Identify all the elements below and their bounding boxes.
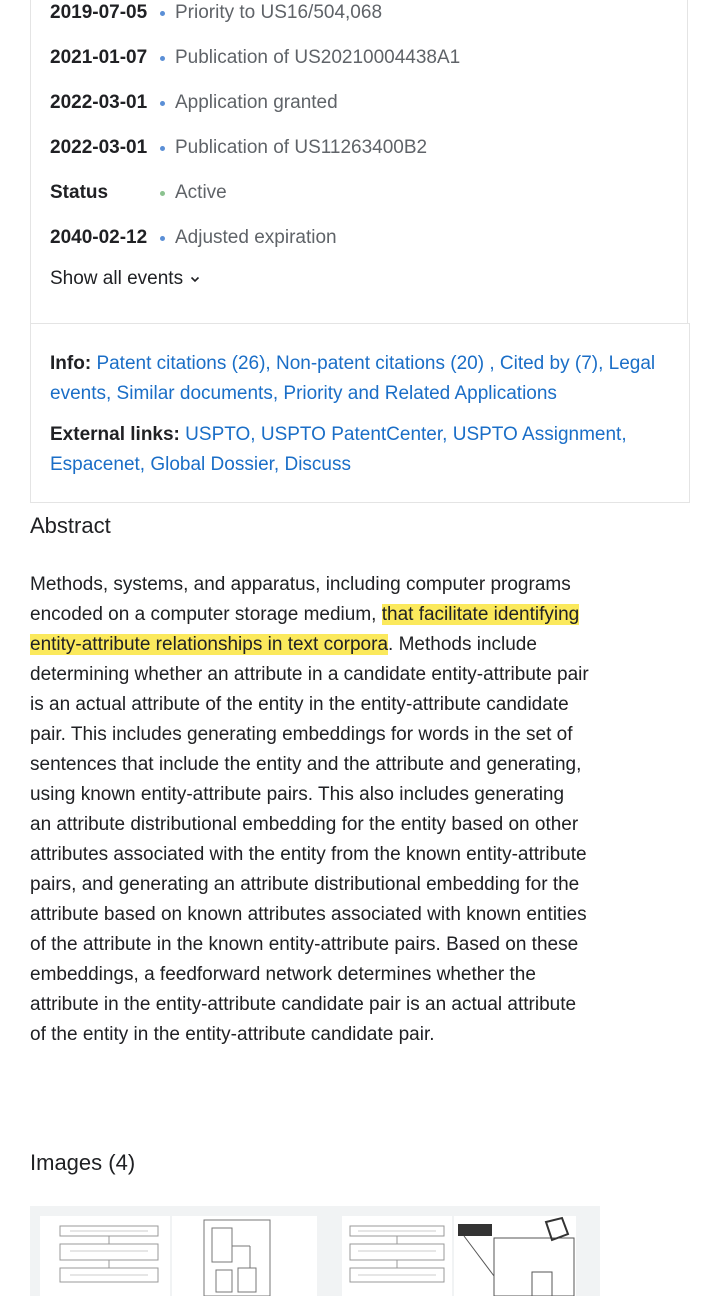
espacenet-link[interactable]: Espacenet: [50, 454, 140, 475]
status-dot-icon: [157, 188, 167, 198]
device-drawing-figure-icon: [454, 1216, 576, 1296]
system-diagram-figure-icon: [172, 1216, 317, 1296]
image-thumbnails: [30, 1206, 600, 1296]
event-description: Application granted: [175, 92, 338, 113]
patent-citations-link[interactable]: Patent citations (26): [96, 353, 266, 374]
event-date: 2021-01-07: [50, 47, 148, 68]
global-dossier-link[interactable]: Global Dossier: [150, 454, 274, 475]
image-thumbnail[interactable]: [40, 1216, 170, 1306]
uspto-link[interactable]: USPTO: [185, 424, 251, 445]
flowchart-figure-icon: [40, 1216, 170, 1296]
event-row-status: [50, 178, 227, 208]
priority-related-applications-link[interactable]: Priority and Related Applications: [283, 383, 557, 404]
event-date: 2022-03-01: [50, 137, 148, 158]
abstract-text-start: Methods, systems, and apparatus, including computer programs encoded on a computer storage medium,: [30, 574, 571, 625]
uspto-patentcenter-link[interactable]: USPTO PatentCenter: [260, 424, 443, 445]
bullet-dot-icon: [157, 98, 167, 108]
bullet-dot-icon: [157, 233, 167, 243]
legal-events-link[interactable]: Legal events: [50, 353, 656, 404]
event-description: Publication of US11263400B2: [175, 137, 428, 158]
image-thumbnail[interactable]: [172, 1216, 317, 1306]
bullet-dot-icon: [157, 53, 167, 63]
event-row: [50, 0, 382, 28]
event-row: [50, 133, 427, 163]
bullet-dot-icon: [157, 143, 167, 153]
status-label: Status: [50, 182, 109, 203]
external-links: External links: USPTO, USPTO PatentCenter, USPTO Assignment, Espacenet, Global Dossier, Discuss: [50, 424, 627, 475]
abstract-text-rest: . Methods include determining whether an attribute in a candidate entity-attribute pair is an actual attribute of the entity in the entity-attribute candidate pair. This includes generating embeddings for words in the set of sentences that include the entity and the attribute and generating, using known entity-attribute pairs. This also includes generating an attribute distributional embedding for the entity based on other attributes associated with the entity from the known entity-attribute pairs, and generating an attribute distributional embedding for the attribute based on known attributes associated with known entities of the attribute in the known entity-attribute pairs. Based on these embeddings, a feedforward network determines whether the attribute in the entity-attribute candidate pair is an actual attribute of the entity in the entity-attribute candidate pair.: [30, 634, 589, 1045]
cited-by-link[interactable]: Cited by (7): [499, 353, 599, 374]
uspto-assignment-link[interactable]: USPTO Assignment: [452, 424, 622, 445]
event-date: 2040-02-12: [50, 227, 148, 248]
discuss-link[interactable]: Discuss: [284, 454, 351, 475]
image-thumbnail[interactable]: [342, 1216, 452, 1306]
show-all-events-label: Show all events: [50, 268, 184, 289]
info-label: Info:: [50, 353, 92, 374]
info-links: Info: Patent citations (26), Non-patent citations (20) , Cited by (7), Legal events, Similar documents, Priority and Related Applications: [50, 353, 656, 404]
abstract-text: [30, 570, 590, 1050]
events-timeline: [30, 0, 688, 324]
image-thumbnail[interactable]: [454, 1216, 576, 1306]
highlighted-text: that facilitate identifying entity-attribute relationships in text corpora: [30, 604, 580, 655]
abstract-heading: Abstract: [30, 513, 111, 538]
similar-documents-link[interactable]: Similar documents: [116, 383, 273, 404]
event-date: 2022-03-01: [50, 92, 148, 113]
flowchart-figure-icon: [342, 1216, 452, 1296]
show-all-events-button[interactable]: [50, 268, 201, 290]
bullet-dot-icon: [157, 8, 167, 18]
images-heading: Images (4): [30, 1150, 136, 1175]
info-card: [30, 323, 690, 503]
status-value: Active: [175, 182, 227, 203]
event-description: Adjusted expiration: [175, 227, 337, 248]
event-description: Publication of US20210004438A1: [175, 47, 461, 68]
event-description: Priority to US16/504,068: [175, 2, 383, 23]
chevron-down-icon: [189, 273, 201, 285]
external-links-label: External links:: [50, 424, 180, 445]
event-row: [50, 88, 338, 118]
event-date: 2019-07-05: [50, 2, 148, 23]
event-row: [50, 43, 460, 73]
non-patent-citations-link[interactable]: Non-patent citations (20): [275, 353, 485, 374]
event-row: [50, 223, 337, 253]
